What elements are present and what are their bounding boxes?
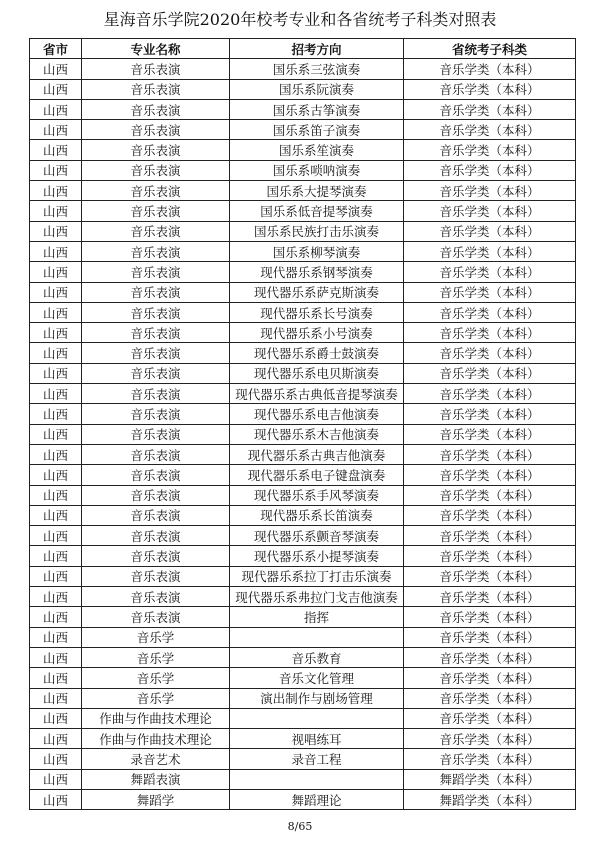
table-row: [30, 99, 576, 119]
cell-province: 山西: [30, 221, 82, 241]
cell-category: 音乐学类（本科）: [404, 363, 576, 383]
cell-province: 山西: [30, 241, 82, 261]
table-row: [30, 201, 576, 221]
table-row: [30, 363, 576, 383]
cell-category: 音乐学类（本科）: [404, 262, 576, 282]
cell-direction: 现代器乐系拉丁打击乐演奏: [230, 566, 404, 586]
cell-major: 音乐表演: [82, 160, 230, 180]
cell-province: 山西: [30, 140, 82, 160]
table-row: [30, 526, 576, 546]
cell-province: 山西: [30, 323, 82, 343]
cell-direction: 现代器乐系小号演奏: [230, 323, 404, 343]
table-row: [30, 546, 576, 566]
cell-province: 山西: [30, 749, 82, 769]
cell-category: 音乐学类（本科）: [404, 79, 576, 99]
cell-category: 音乐学类（本科）: [404, 526, 576, 546]
page-title: 星海音乐学院2020年校考专业和各省统考子科类对照表: [103, 10, 497, 29]
table-row: [30, 769, 576, 789]
cell-category: 音乐学类（本科）: [404, 140, 576, 160]
cell-category: 音乐学类（本科）: [404, 505, 576, 525]
header-category: 省统考子科类: [404, 39, 576, 59]
cell-province: 山西: [30, 363, 82, 383]
cell-category: 音乐学类（本科）: [404, 181, 576, 201]
cell-major: 音乐表演: [82, 404, 230, 424]
cell-category: 音乐学类（本科）: [404, 444, 576, 464]
cell-direction: 国乐系民族打击乐演奏: [230, 221, 404, 241]
table-row: [30, 302, 576, 322]
cell-major: 舞蹈学: [82, 789, 230, 809]
cell-direction: 现代器乐系钢琴演奏: [230, 262, 404, 282]
cell-category: 舞蹈学类（本科）: [404, 769, 576, 789]
cell-province: 山西: [30, 424, 82, 444]
cell-province: 山西: [30, 708, 82, 728]
table-row: [30, 708, 576, 728]
cell-direction: 国乐系笛子演奏: [230, 120, 404, 140]
cell-category: 音乐学类（本科）: [404, 485, 576, 505]
cell-major: 音乐表演: [82, 120, 230, 140]
cell-province: 山西: [30, 59, 82, 79]
cell-direction: 国乐系三弦演奏: [230, 59, 404, 79]
cell-category: 音乐学类（本科）: [404, 424, 576, 444]
cell-direction: 舞蹈理论: [230, 789, 404, 809]
cell-major: 音乐表演: [82, 99, 230, 119]
cell-direction: 现代器乐系长笛演奏: [230, 505, 404, 525]
cell-category: 音乐学类（本科）: [404, 708, 576, 728]
cell-province: 山西: [30, 668, 82, 688]
cell-major: 音乐表演: [82, 343, 230, 363]
cell-major: 音乐表演: [82, 444, 230, 464]
cell-province: 山西: [30, 607, 82, 627]
cell-category: 音乐学类（本科）: [404, 587, 576, 607]
cell-direction: 国乐系笙演奏: [230, 140, 404, 160]
cell-category: 音乐学类（本科）: [404, 546, 576, 566]
table-row: [30, 688, 576, 708]
table-row: [30, 181, 576, 201]
table-row: [30, 262, 576, 282]
cell-direction: 录音工程: [230, 749, 404, 769]
table-row: [30, 59, 576, 79]
cell-province: 山西: [30, 526, 82, 546]
cell-direction: 现代器乐系萨克斯演奏: [230, 282, 404, 302]
table-row: [30, 505, 576, 525]
table-row: [30, 647, 576, 667]
cell-major: 音乐表演: [82, 566, 230, 586]
table-row: [30, 241, 576, 261]
cell-major: 音乐表演: [82, 485, 230, 505]
cell-province: 山西: [30, 302, 82, 322]
table-row: [30, 444, 576, 464]
cell-direction: 国乐系古筝演奏: [230, 99, 404, 119]
cell-major: 音乐表演: [82, 363, 230, 383]
table-row: [30, 323, 576, 343]
cell-province: 山西: [30, 99, 82, 119]
cell-major: 音乐学: [82, 627, 230, 647]
table-row: [30, 404, 576, 424]
cell-major: 音乐学: [82, 647, 230, 667]
cell-direction: 国乐系大提琴演奏: [230, 181, 404, 201]
cell-province: 山西: [30, 505, 82, 525]
table-row: [30, 140, 576, 160]
cell-direction: 国乐系低音提琴演奏: [230, 201, 404, 221]
table-row: [30, 729, 576, 749]
cell-major: 音乐表演: [82, 282, 230, 302]
cell-province: 山西: [30, 465, 82, 485]
table-body: [30, 59, 576, 810]
cell-major: 音乐表演: [82, 59, 230, 79]
table-row: [30, 120, 576, 140]
cell-category: 音乐学类（本科）: [404, 302, 576, 322]
cell-province: 山西: [30, 404, 82, 424]
cell-major: 音乐表演: [82, 546, 230, 566]
table-row: [30, 343, 576, 363]
cell-direction: 现代器乐系弗拉门戈吉他演奏: [230, 587, 404, 607]
cell-major: 音乐表演: [82, 241, 230, 261]
cell-category: 音乐学类（本科）: [404, 323, 576, 343]
cell-category: 音乐学类（本科）: [404, 465, 576, 485]
cell-category: 音乐学类（本科）: [404, 384, 576, 404]
table-row: [30, 221, 576, 241]
table-row: [30, 465, 576, 485]
cell-province: 山西: [30, 444, 82, 464]
cell-direction: 现代器乐系小提琴演奏: [230, 546, 404, 566]
cell-province: 山西: [30, 160, 82, 180]
cell-major: 音乐表演: [82, 505, 230, 525]
cell-direction: 现代器乐系手风琴演奏: [230, 485, 404, 505]
cell-direction: 音乐教育: [230, 647, 404, 667]
cell-province: 山西: [30, 546, 82, 566]
cell-category: 音乐学类（本科）: [404, 201, 576, 221]
cell-major: 音乐表演: [82, 140, 230, 160]
cell-direction: 国乐系阮演奏: [230, 79, 404, 99]
cell-major: 音乐表演: [82, 323, 230, 343]
cell-province: 山西: [30, 384, 82, 404]
cell-direction: 现代器乐系长号演奏: [230, 302, 404, 322]
table-row: [30, 789, 576, 809]
cell-category: 音乐学类（本科）: [404, 647, 576, 667]
cell-category: 音乐学类（本科）: [404, 627, 576, 647]
cell-province: 山西: [30, 769, 82, 789]
cell-category: 音乐学类（本科）: [404, 120, 576, 140]
cell-province: 山西: [30, 789, 82, 809]
table-row: [30, 627, 576, 647]
cell-province: 山西: [30, 262, 82, 282]
cell-direction: 视唱练耳: [230, 729, 404, 749]
cell-province: 山西: [30, 120, 82, 140]
table-row: [30, 384, 576, 404]
cell-direction: 演出制作与剧场管理: [230, 688, 404, 708]
cell-direction: 现代器乐系古典吉他演奏: [230, 444, 404, 464]
cell-category: 音乐学类（本科）: [404, 99, 576, 119]
cell-direction: 现代器乐系电子键盘演奏: [230, 465, 404, 485]
cell-direction: 现代器乐系颤音琴演奏: [230, 526, 404, 546]
cell-province: 山西: [30, 729, 82, 749]
cell-province: 山西: [30, 587, 82, 607]
cell-major: 音乐表演: [82, 262, 230, 282]
cell-direction: 国乐系唢呐演奏: [230, 160, 404, 180]
table-row: [30, 79, 576, 99]
cell-major: 音乐表演: [82, 302, 230, 322]
cell-province: 山西: [30, 485, 82, 505]
cell-major: 音乐表演: [82, 424, 230, 444]
cell-province: 山西: [30, 688, 82, 708]
cell-province: 山西: [30, 627, 82, 647]
cell-direction: 现代器乐系古典低音提琴演奏: [230, 384, 404, 404]
data-table: [29, 38, 576, 810]
table-row: [30, 282, 576, 302]
table-row: [30, 607, 576, 627]
cell-province: 山西: [30, 566, 82, 586]
cell-category: 音乐学类（本科）: [404, 404, 576, 424]
cell-major: 音乐表演: [82, 384, 230, 404]
cell-category: 音乐学类（本科）: [404, 749, 576, 769]
table-row: [30, 668, 576, 688]
cell-category: 音乐学类（本科）: [404, 241, 576, 261]
cell-major: 音乐表演: [82, 607, 230, 627]
cell-category: 音乐学类（本科）: [404, 668, 576, 688]
page-number: 8/65: [287, 820, 313, 833]
cell-direction: 现代器乐系木吉他演奏: [230, 424, 404, 444]
cell-province: 山西: [30, 343, 82, 363]
cell-category: 音乐学类（本科）: [404, 729, 576, 749]
cell-province: 山西: [30, 201, 82, 221]
cell-province: 山西: [30, 181, 82, 201]
table-row: [30, 160, 576, 180]
cell-major: 音乐表演: [82, 465, 230, 485]
cell-direction: [230, 627, 404, 647]
cell-major: 作曲与作曲技术理论: [82, 708, 230, 728]
cell-direction: 现代器乐系爵士鼓演奏: [230, 343, 404, 363]
cell-direction: 现代器乐系电吉他演奏: [230, 404, 404, 424]
cell-category: 音乐学类（本科）: [404, 607, 576, 627]
header-major: 专业名称: [82, 39, 230, 59]
cell-direction: [230, 708, 404, 728]
cell-direction: 国乐系柳琴演奏: [230, 241, 404, 261]
cell-major: 作曲与作曲技术理论: [82, 729, 230, 749]
table-row: [30, 424, 576, 444]
cell-major: 音乐表演: [82, 79, 230, 99]
table-row: [30, 587, 576, 607]
cell-direction: 音乐文化管理: [230, 668, 404, 688]
cell-direction: [230, 769, 404, 789]
cell-major: 音乐表演: [82, 587, 230, 607]
cell-major: 音乐表演: [82, 221, 230, 241]
cell-category: 音乐学类（本科）: [404, 221, 576, 241]
table-row: [30, 566, 576, 586]
header-province: 省市: [30, 39, 82, 59]
cell-category: 音乐学类（本科）: [404, 282, 576, 302]
cell-major: 音乐表演: [82, 181, 230, 201]
cell-category: 音乐学类（本科）: [404, 160, 576, 180]
table-row: [30, 485, 576, 505]
cell-major: 舞蹈表演: [82, 769, 230, 789]
cell-province: 山西: [30, 79, 82, 99]
table-row: [30, 749, 576, 769]
cell-major: 音乐表演: [82, 201, 230, 221]
cell-major: 音乐学: [82, 688, 230, 708]
cell-category: 音乐学类（本科）: [404, 59, 576, 79]
cell-province: 山西: [30, 647, 82, 667]
table-header-row: [30, 39, 576, 59]
header-direction: 招考方向: [230, 39, 404, 59]
cell-major: 录音艺术: [82, 749, 230, 769]
cell-major: 音乐学: [82, 668, 230, 688]
cell-category: 音乐学类（本科）: [404, 343, 576, 363]
cell-major: 音乐表演: [82, 526, 230, 546]
cell-direction: 现代器乐系电贝斯演奏: [230, 363, 404, 383]
cell-province: 山西: [30, 282, 82, 302]
cell-direction: 指挥: [230, 607, 404, 627]
cell-category: 舞蹈学类（本科）: [404, 789, 576, 809]
cell-category: 音乐学类（本科）: [404, 566, 576, 586]
cell-category: 音乐学类（本科）: [404, 688, 576, 708]
